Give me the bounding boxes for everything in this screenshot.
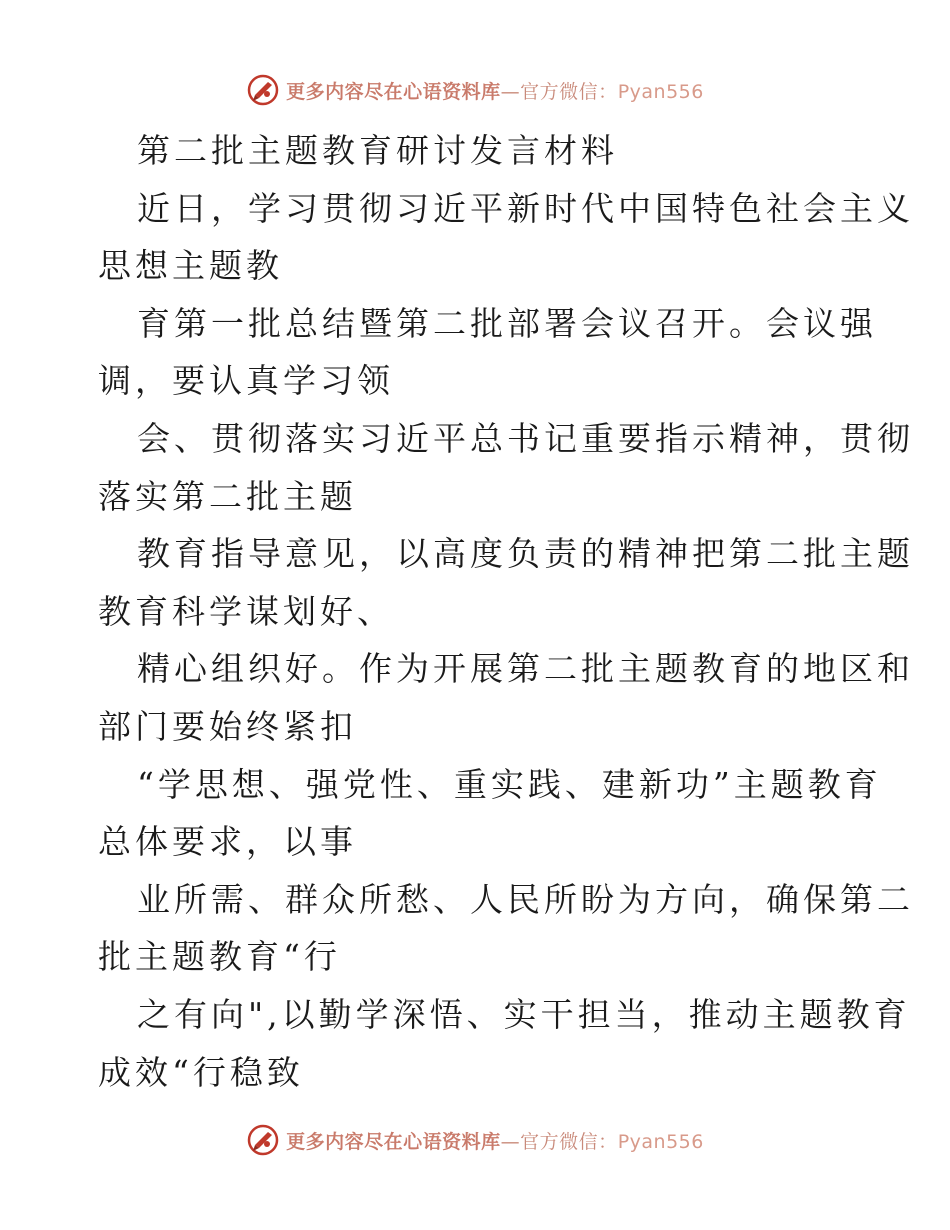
paragraph-line: 部门要始终紧扣	[98, 706, 357, 746]
paragraph-line: 落实第二批主题	[98, 476, 357, 516]
brand-logo-icon	[246, 73, 280, 107]
footer-watermark	[0, 1120, 950, 1160]
paragraph-line: 思想主题教	[98, 246, 283, 286]
paragraph-line: “学思想、强党性、重实践、建新功”主题教育	[137, 764, 882, 804]
paragraph-line: 批主题教育“行	[98, 937, 341, 977]
watermark-main-text: 更多内容尽在心语资料库	[286, 1130, 501, 1153]
paragraph-line: 之有向",以勤学深悟、实干担当，推动主题教育	[137, 994, 911, 1034]
paragraph-line: 近日，学习贯彻习近平新时代中国特色社会主义	[137, 188, 914, 228]
watermark-official-label: 官方微信：	[520, 80, 618, 103]
watermark-wechat-id: Pyan556	[617, 1130, 704, 1153]
paragraph-line: 精心组织好。作为开展第二批主题教育的地区和	[137, 649, 914, 689]
header-watermark	[0, 70, 950, 110]
document-body	[98, 122, 914, 1101]
paragraph-line: 会、贯彻落实习近平总书记重要指示精神，贯彻	[137, 418, 914, 458]
paragraph-line: 成效“行稳致	[98, 1052, 304, 1092]
paragraph-line: 教育科学谋划好、	[98, 591, 394, 631]
watermark-official-label: 官方微信：	[520, 1130, 618, 1153]
brand-logo-icon	[246, 1123, 280, 1157]
watermark-separator: —	[500, 80, 521, 103]
watermark-separator: —	[500, 1130, 521, 1153]
paragraph-line: 业所需、群众所愁、人民所盼为方向，确保第二	[137, 879, 914, 919]
paragraph-line: 总体要求，以事	[98, 822, 357, 862]
paragraph-line: 教育指导意见，以高度负责的精神把第二批主题	[137, 534, 914, 574]
paragraph-line: 育第一批总结暨第二批部署会议召开。会议强	[137, 303, 877, 343]
watermark-wechat-id: Pyan556	[617, 80, 704, 103]
paragraph-line: 调，要认真学习领	[98, 361, 394, 401]
watermark-main-text: 更多内容尽在心语资料库	[286, 80, 501, 103]
document-title: 第二批主题教育研讨发言材料	[137, 131, 618, 170]
